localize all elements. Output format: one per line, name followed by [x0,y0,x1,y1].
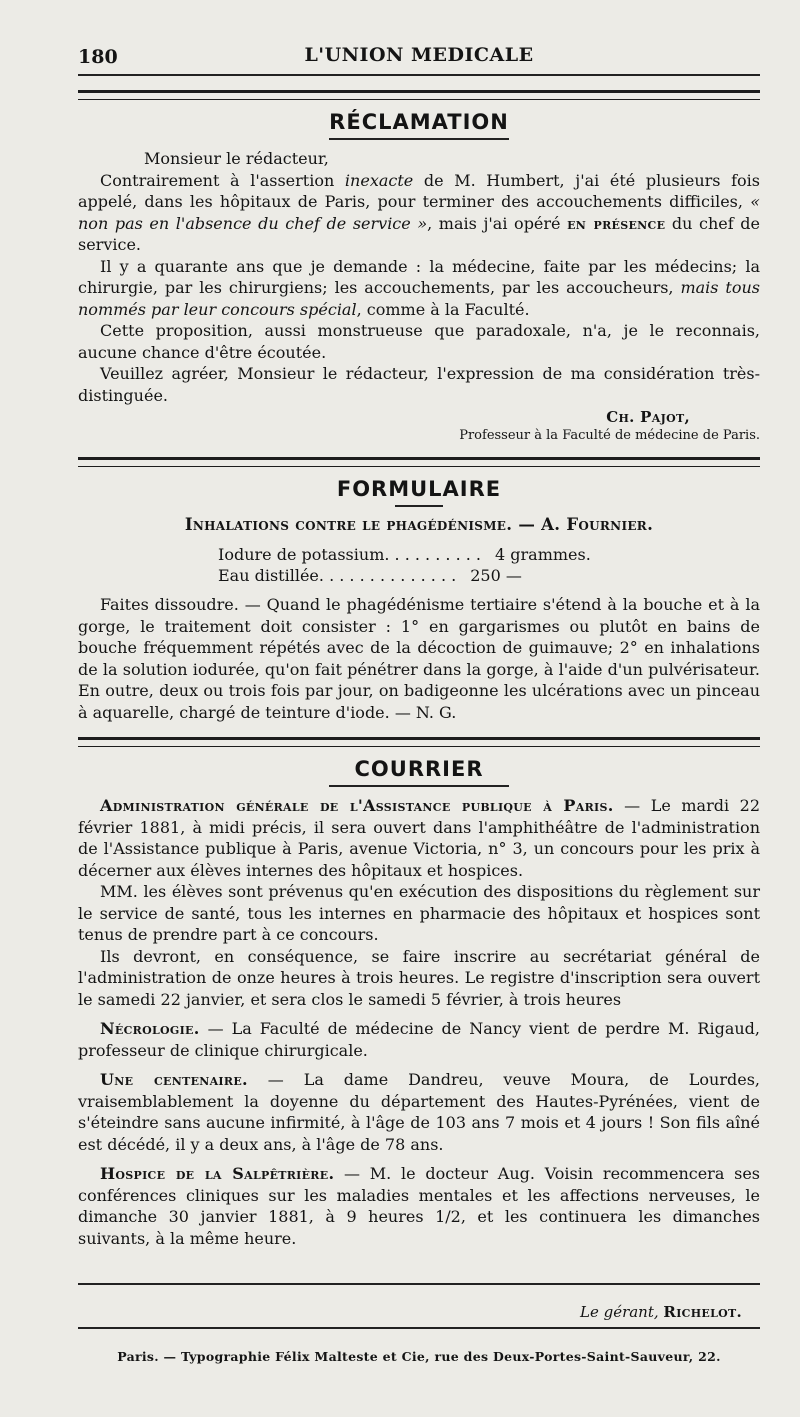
journal-title: L'UNION MEDICALE [304,44,534,66]
section-divider [78,457,760,467]
title-underline [395,505,443,507]
imprint-footer: Paris. — Typographie Félix Malteste et Cie, rue des Deux-Portes-Saint-Sauveur, 22. [117,1349,721,1364]
courrier-admin-3: Ils devront, en conséquence, se faire inscrire au secrétariat général de l'administration de onze heures à trois heures. Le registre d'inscription sera ouvert le samedi 22 janvier, et sera clos le samedi 5 février, à trois heures [78,946,760,1009]
ingredient-row: Eau distillée . . . . . . . . . . . . . . 250 — [218,566,522,585]
page-number: 180 [78,46,118,68]
recipe-title: Inhalations contre le phagédénisme. — A. Fournier. [184,515,654,534]
courrier-admin-2: MM. les élèves sont prévenus qu'en exécution des dispositions du règlement sur le service de santé, tous les internes en pharmacie des hôpitaux et hospices sont tenus de prendre part à ce concours. [78,882,760,944]
ingredient-row: Iodure de potassium . . . . . . . . . . 4 grammes. [218,545,591,564]
reclamation-paragraph-3: Cette proposition, aussi monstrueuse que paradoxale, n'a, je le reconnais, aucune chance d'être écoutée. [78,321,760,362]
reclamation-paragraph-1: Contrairement à l'assertion inexacte de M. Humbert, j'ai été plusieurs fois appelé, dans les hôpitaux de Paris, pour terminer des accouchements difficiles, « non pas en l'absence du chef de service », mais j'ai opéré en présence du chef de service. [78,170,761,254]
title-underline [329,138,509,140]
section-title-courrier: COURRIER [354,757,484,781]
reclamation-paragraph-2: Il y a quarante ans que je demande : la médecine, faite par les médecins; la chirurgie, par les chirurgiens; les accouchements, par les accoucheurs, mais tous nommés par leur concours spécial, comme à la Faculté. [78,256,761,319]
gerant-signature: Le gérant, Richelot. [579,1303,742,1321]
title-underline [329,785,509,787]
section-divider [78,90,760,100]
footer-rule [78,1327,760,1329]
signature: Ch. Pajot, [606,408,690,426]
section-title-reclamation: RÉCLAMATION [329,110,509,134]
courrier-necrologie: Nécrologie. — La Faculté de médecine de Nancy vient de perdre M. Rigaud, professeur de clinique chirurgicale. [78,1019,760,1060]
signature-title: Professeur à la Faculté de médecine de Paris. [459,428,760,443]
courrier-admin: Administration générale de l'Assistance publique à Paris. — Le mardi 22 février 1881, à midi précis, il sera ouvert dans l'amphithéâtre de l'administration de l'Assistance publique à Paris, avenue Victoria, n° 3, un concours pour les prix à décerner aux élèves internes des hôpitaux et hospices. [78,796,761,880]
salutation: Monsieur le rédacteur, [144,149,329,168]
section-divider [78,737,760,747]
courrier-salpetriere: Hospice de la Salpêtrière. — M. le docteur Aug. Voisin recommencera ses conférences cliniques sur les maladies mentales et les affections nerveuses, le dimanche 30 janvier 1881, à 9 heures 1/2, et les continuera les dimanches suivants, à la même heure. [78,1164,760,1248]
courrier-centenaire: Une centenaire. — La dame Dandreu, veuve Moura, de Lourdes, vraisemblablement la doyenne du département des Hautes-Pyrénées, vient de s'éteindre sans aucune infirmité, à l'âge de 103 ans 7 mois et 4 jours ! Son fils aîné est décédé, il y a deux ans, à l'âge de 78 ans. [78,1070,760,1154]
formulaire-text: Faites dissoudre. — Quand le phagédénisme tertiaire s'étend à la bouche et à la gorge, le traitement doit consister : 1° en gargarismes ou plutôt en bains de bouche fréquemment répétés avec de la décoction de guimauve; 2° en inhalations de la solution iodurée, qu'on fait pénétrer dans la gorge, à l'aide d'un pulvérisateur. En outre, deux ou trois fois par jour, on badigeonne les ulcérations avec un pinceau à aquarelle, chargé de teinture d'iode. — N. G. [78,595,760,722]
section-title-formulaire: FORMULAIRE [336,477,502,501]
page-header [78,0,760,74]
reclamation-paragraph-4: Veuillez agréer, Monsieur le rédacteur, l'expression de ma considération très-distinguée. [78,364,760,405]
